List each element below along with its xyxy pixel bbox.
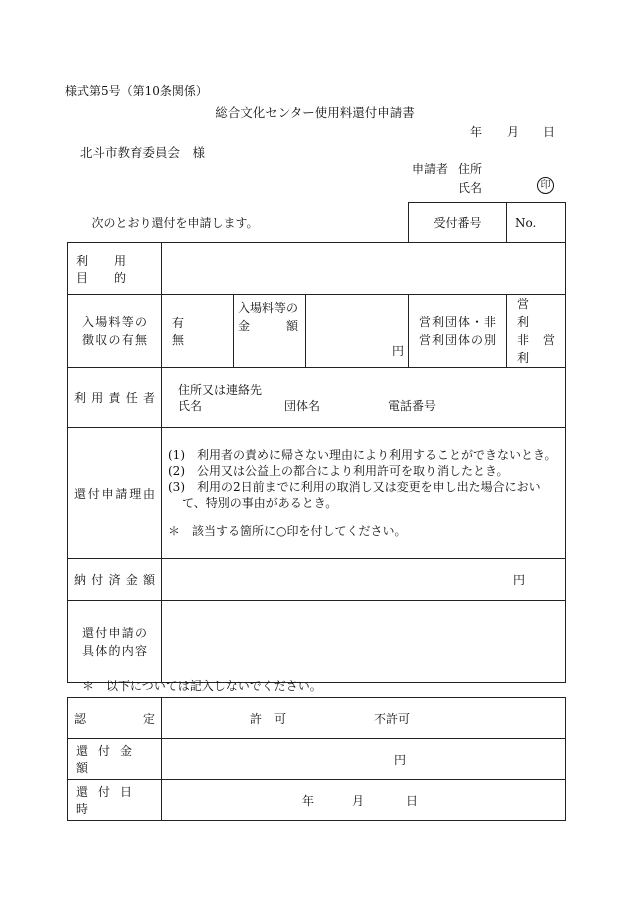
office-use-table xyxy=(67,697,566,821)
org-type-label-line-1: 営利団体・非 xyxy=(419,315,497,329)
fee-row xyxy=(68,295,566,368)
reason-option-1[interactable]: (1) 利用者の責めに帰さない理由により利用することができないとき。 xyxy=(168,448,557,462)
org-type-nonprofit-option[interactable]: 非 営 利 xyxy=(517,333,556,365)
fee-yes-option[interactable]: 有 xyxy=(172,316,185,330)
intro-text: 次のとおり還付を申請します。 xyxy=(68,203,409,243)
approval-field[interactable] xyxy=(162,698,566,739)
detail-label-line-2: 具体的内容 xyxy=(82,643,147,658)
applicant-address-label: 住所 xyxy=(458,162,483,176)
receipt-number-field[interactable]: No. xyxy=(507,203,566,243)
document-title: 総合文化センター使用料還付申請書 xyxy=(215,105,415,120)
paid-amount-label: 納付済金額 xyxy=(68,559,162,601)
org-type-label xyxy=(409,295,507,368)
refund-date-day: 日 xyxy=(406,793,419,808)
date-month-label: 月 xyxy=(507,125,520,139)
reason-note: ＊ 該当する箇所に○印を付してください。 xyxy=(168,524,407,538)
responsible-name-label: 氏名 xyxy=(178,398,203,413)
application-table xyxy=(67,202,566,683)
fee-amount-label xyxy=(234,295,306,368)
reason-field[interactable] xyxy=(162,428,566,559)
applicant-label: 申請者 xyxy=(412,162,449,176)
reason-row xyxy=(68,428,566,559)
reason-option-2[interactable]: (2) 公用又は公益上の都合により利用許可を取り消したとき。 xyxy=(168,464,509,478)
responsible-contact-label: 住所又は連絡先 xyxy=(178,382,263,397)
org-type-profit-option[interactable]: 営 利 xyxy=(517,297,554,329)
detail-label-line-1: 還付申請の xyxy=(82,625,147,640)
responsible-row xyxy=(68,368,566,428)
refund-amount-row xyxy=(68,739,566,780)
detail-row xyxy=(68,601,566,683)
fee-collection-label-line-1: 入場料等の xyxy=(82,315,147,329)
office-use-note: ＊ 以下については記入しないでください。 xyxy=(82,679,322,693)
responsible-label: 利用責任者 xyxy=(68,368,162,428)
paid-amount-field[interactable] xyxy=(162,559,566,601)
refund-date-year: 年 xyxy=(302,793,315,808)
fee-collection-choice[interactable] xyxy=(162,295,234,368)
refund-amount-field[interactable] xyxy=(162,739,566,780)
refund-date-label: 還付日時 xyxy=(68,780,162,821)
refund-date-field[interactable] xyxy=(162,780,566,821)
detail-field[interactable] xyxy=(162,601,566,683)
refund-amount-unit: 円 xyxy=(394,752,407,767)
fee-amount-label-line-2: 金 額 xyxy=(238,319,299,333)
reason-option-3-continued: て、特別の事由があるとき。 xyxy=(182,496,338,510)
paid-amount-unit: 円 xyxy=(513,573,526,587)
reason-option-3[interactable]: (3) 利用の2日前までに利用の取消し又は変更を申し出た場合におい xyxy=(168,480,541,494)
refund-date-row xyxy=(68,780,566,821)
purpose-field[interactable] xyxy=(162,243,566,295)
fee-collection-label-line-2: 徴収の有無 xyxy=(82,333,147,347)
fee-collection-label xyxy=(68,295,162,368)
approval-deny-option[interactable]: 不許可 xyxy=(374,711,411,726)
approval-permit-option[interactable]: 許 可 xyxy=(250,711,287,726)
fee-amount-unit: 円 xyxy=(392,344,405,358)
receipt-number-label: 受付番号 xyxy=(409,203,507,243)
approval-label: 認 定 xyxy=(68,698,162,739)
responsible-field[interactable] xyxy=(162,368,566,428)
detail-label xyxy=(68,601,162,683)
org-type-choice[interactable] xyxy=(507,295,566,368)
refund-date-month: 月 xyxy=(352,793,365,808)
paid-row xyxy=(68,559,566,601)
purpose-row xyxy=(68,243,566,295)
seal-mark: 印 xyxy=(537,177,554,194)
fee-amount-field[interactable] xyxy=(306,295,409,368)
addressee: 北斗市教育委員会 様 xyxy=(80,145,206,160)
date-day-label: 日 xyxy=(543,125,556,139)
purpose-label: 利 用 目 的 xyxy=(68,243,162,295)
intro-row xyxy=(68,203,566,243)
responsible-phone-label: 電話番号 xyxy=(388,398,437,413)
refund-amount-label: 還付金額 xyxy=(68,739,162,780)
responsible-subfields xyxy=(178,398,557,414)
date-year-label: 年 xyxy=(470,125,483,139)
org-type-label-line-2: 営利団体の別 xyxy=(419,333,497,347)
fee-amount-label-line-1: 入場料等の xyxy=(238,301,299,315)
form-number: 様式第5号（第10条関係） xyxy=(65,84,208,98)
responsible-group-label: 団体名 xyxy=(284,398,321,413)
reason-label: 還付申請理由 xyxy=(68,428,162,559)
applicant-name-label: 氏名 xyxy=(458,181,483,195)
approval-row xyxy=(68,698,566,739)
fee-no-option[interactable]: 無 xyxy=(172,333,185,347)
